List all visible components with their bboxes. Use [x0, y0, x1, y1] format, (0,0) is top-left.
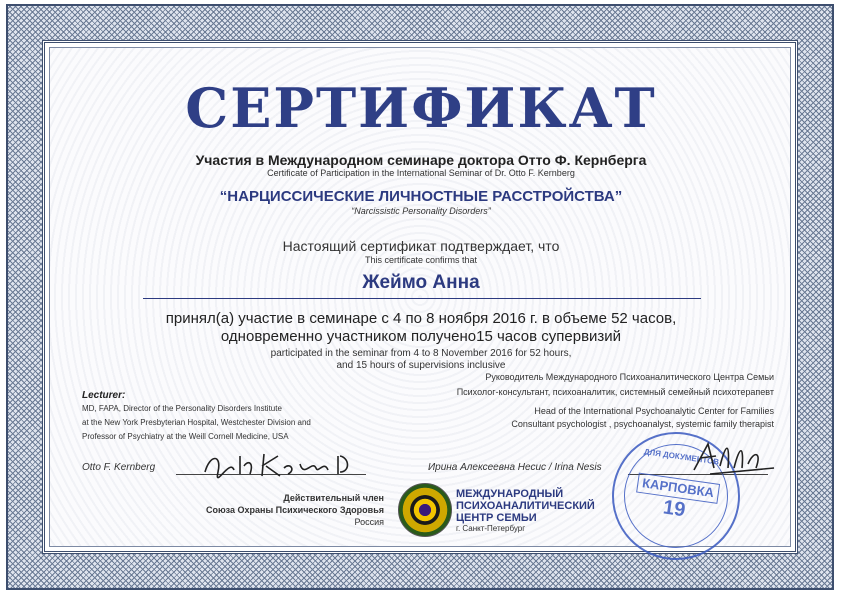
confirm-text-ru: Настоящий сертификат подтверждает, что	[282, 238, 560, 254]
lecturer-line: Professor of Psychiatry at the Weill Cornell Medicine, USA	[82, 432, 289, 441]
certificate-title: СЕРТИФИКАТ	[185, 76, 657, 140]
member-line-2: Союза Охраны Психического Здоровья	[205, 505, 384, 515]
org-name-line-1: МЕЖДУНАРОДНЫЙ	[456, 488, 564, 500]
lecturer-heading: Lecturer:	[82, 390, 126, 401]
topic-en: “Narcissistic Personality Disorders”	[351, 206, 491, 216]
head-line: Руководитель Международного Психоаналитического Центра Семьи	[485, 372, 774, 382]
head-line: Head of the International Psychoanalytic Center for Families	[534, 406, 774, 416]
stamp-name: КАРПОВКА	[636, 473, 720, 504]
center-logo	[398, 483, 452, 537]
topic-ru: “НАРЦИССИЧЕСКИЕ ЛИЧНОСТНЫЕ РАССТРОЙСТВА”	[219, 188, 623, 205]
lecturer-signature-name: Otto F. Kernberg	[82, 462, 156, 473]
body-text-ru-2: одновременно участником получено15 часов супервизий	[220, 328, 622, 345]
head-signature	[690, 438, 780, 478]
stamp-top-text: ДЛЯ ДОКУМЕНТОВ	[643, 447, 720, 467]
body-text-en-1: participated in the seminar from 4 to 8 November 2016 for 52 hours,	[270, 348, 572, 359]
recipient-underline	[143, 298, 701, 299]
head-line: Consultant psychologist , psychoanalyst, systemic family therapist	[511, 419, 774, 429]
org-name-line-3: ЦЕНТР СЕМЬИ	[456, 512, 537, 524]
body-text-en-2: and 15 hours of supervisions inclusive	[336, 360, 506, 371]
stamp-number: 19	[661, 496, 687, 522]
confirm-text-en: This certificate confirms that	[364, 255, 478, 265]
lecturer-line: MD, FAPA, Director of the Personality Disorders Institute	[82, 404, 282, 413]
recipient-name: Жеймо Анна	[362, 272, 480, 293]
body-text-ru-1: принял(а) участие в семинаре с 4 по 8 ноября 2016 г. в объеме 52 часов,	[165, 310, 677, 327]
lecturer-line: at the New York Presbyterian Hospital, Westchester Division and	[82, 418, 311, 427]
lecturer-signature	[200, 448, 360, 482]
member-line-3: Россия	[354, 517, 384, 527]
member-line-1: Действительный член	[283, 493, 384, 503]
subtitle-ru: Участия в Международном семинаре доктора Отто Ф. Кернберга	[195, 152, 647, 168]
subtitle-en: Certificate of Participation in the International Seminar of Dr. Otto F. Kernberg	[267, 168, 575, 178]
head-line: Психолог-консультант, психоаналитик, системный семейный психотерапевт	[456, 387, 774, 397]
org-city: г. Санкт-Петербург	[456, 524, 526, 533]
head-signature-name: Ирина Алексеевна Несис / Irina Nesis	[428, 462, 602, 473]
org-name-line-2: ПСИХОАНАЛИТИЧЕСКИЙ	[456, 500, 595, 512]
